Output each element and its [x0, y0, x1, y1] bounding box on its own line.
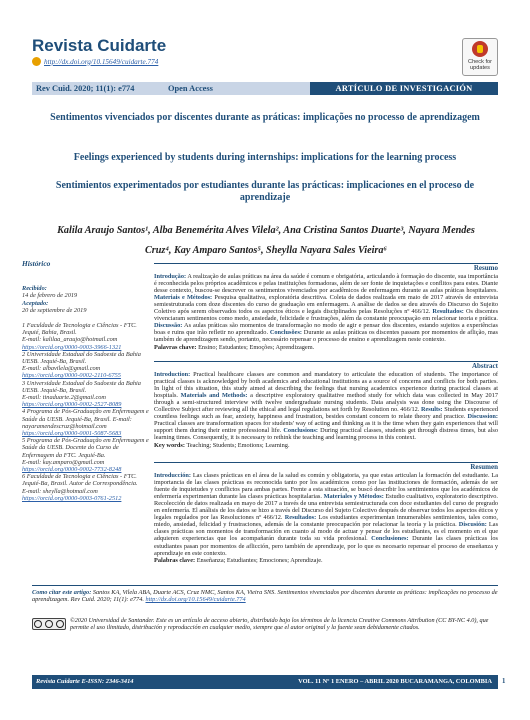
affiliation-text: 2 Universidade Estadual do Sudoeste da Bahia UESB. Jequié-Ba, Brasil.: [22, 350, 141, 366]
intro-label: Introdução:: [154, 273, 187, 281]
journal-citation: Rev Cuid. 2020; 11(1): e774: [36, 84, 135, 93]
discussion-label: Discussão:: [154, 322, 183, 330]
intro-text: Practical healthcare classes are common and mandatory to articulate the education of students. The importance of practical classes is acknowledged by both academics and educational institutions as a source of concerns and conflicts for both parties. In light of this situation, this study aimed at describing the feelings that nursing academics experience during practical classes at hospitals.: [154, 371, 498, 400]
article-type: ARTÍCULO DE INVESTIGACIÓN: [310, 82, 498, 95]
conclusion-label: Conclusions:: [283, 427, 319, 435]
doi-row: [32, 57, 158, 66]
keywords-text: Teaching; Students; Emotions; Learning.: [186, 441, 290, 449]
doi-link[interactable]: http://dx.doi.org/10.15649/cuidarte.774: [44, 57, 159, 66]
open-access-label: Open Access: [168, 84, 213, 93]
conclusion-label: Conclusiones:: [371, 535, 409, 543]
creative-commons-icon[interactable]: [32, 618, 66, 630]
results-text: Os discentes vivenciaram sentimentos como medo, ansiedade, felicidade e frustrações, além da constante preocupação em relacionar teoria e prática.: [154, 308, 499, 323]
keywords-label: Palabras clave:: [154, 556, 196, 564]
article-sidebar: [22, 260, 152, 502]
resumen-keywords: [154, 557, 498, 564]
resumen-heading: Resumen: [154, 462, 498, 471]
intro-text: Las clases prácticas en el área de la salud es común y obligatoria, ya que estas articulan la formación del estudiante. La importancia de las clases prácticas es reconocida tanto por los académicos como por las instituciones de formación, además de ser fuente de inquietudes y conflictos para ambas partes. Frente a esta situación, se buscó describir los sentimientos que los académicos de enfermería experimentan durante las clases prácticas hospitalarias.: [154, 472, 498, 501]
discussion-text: Practical classes are transformation spaces for students' way of acting and thinking as it is the time when they gain experiences that will support them during their entire professional life.: [154, 420, 498, 435]
keywords-label: Key words:: [154, 441, 185, 449]
methods-text: Estudio cualitativo, exploratorio descriptivo. Recolección de datos realizada en mayo de 2017 a través de una entrevista semiestructurada con doce estudiantes del curso de pregrado en enfermería. El análisis de los datos se hizo a través del Discurso del Sujeto Colectivo después de observar todos los aspectos éticos y legales regulados por las Resoluciones nº 466/12.: [154, 493, 499, 522]
journal-header: [32, 36, 498, 78]
page-footer: [32, 675, 498, 689]
affiliation-text: 1 Faculdade de Tecnologia e Ciências - FTC. Jequié, Bahia, Brasil.: [22, 322, 137, 337]
affiliation-orcid[interactable]: https://orcid.org/0000-0001-5087-5683: [22, 430, 122, 438]
history-heading: Histórico: [22, 259, 51, 268]
cite-as-label: Como citar este artigo:: [32, 589, 92, 596]
conclusion-text: Durante las clases prácticas los estudiantes pasan por momentos de aflicción, pero también de aprendizaje, por lo que es necesario repensar el proceso de enseñanza y aprendizaje en este contexto.: [154, 535, 499, 557]
license-notice: [32, 617, 498, 632]
check-for-updates-badge[interactable]: [462, 38, 498, 76]
intro-text: A realização de aulas práticas na área da saúde é comum e obrigatória, articulando à formação do discente, sua importância é reconhecida pelos próprios acadêmicos e pelas instituições formadoras, além de ser fonte de inquietações e conflitos para estes. Diante desse contexto, buscou-se descrever os sentimentos vivenciados por acadêmicos de enfermagem durante as aulas práticas hospitalares.: [154, 273, 498, 295]
affiliation-orcid[interactable]: https://orcid.org/0000-0002-7732-8248: [22, 466, 122, 474]
title-spanish: Sentimientos experimentados por estudiantes durante las prácticas: implicaciones en el proceso de aprendizaje: [55, 180, 475, 203]
title-portuguese: Sentimentos vivenciados por discentes durante as práticas: implicações no processo de aprendizagem: [50, 112, 480, 123]
affiliation-email: E-mail: sheylla@hotmail.com: [22, 487, 98, 495]
received-label: Recibido:: [22, 285, 47, 293]
resumen-block: [154, 462, 498, 564]
keywords-text: Enseñanza; Estudiantes; Emociones; Aprendizaje.: [196, 556, 323, 564]
journal-name: Revista Cuidarte: [32, 36, 167, 55]
resumo-keywords: [154, 344, 498, 351]
affiliation-text: 3 Universidade Estadual do Sudoeste da Bahia UESB. Jequié-Ba, Brasil.: [22, 379, 141, 394]
resumo-heading: Resumo: [154, 263, 498, 272]
affiliation-email: E-mail: kay.amparo@gmail.com: [22, 458, 105, 466]
methods-label: Materiais e Métodos:: [154, 294, 213, 302]
abstract-keywords: [154, 442, 498, 449]
methods-label: Materiales y Métodos:: [323, 493, 384, 501]
doi-icon: [32, 57, 41, 66]
affiliation-text: 6 Faculdade de Tecnologia e Ciências - FTC. Jequié-Ba, Brasil. Autor de Correspondência.: [22, 473, 138, 488]
citation-band: [32, 82, 498, 95]
keywords-label: Palavras chave:: [154, 343, 197, 351]
footer-volume: VOL. 11 Nº 1 ENERO – ABRIL 2020 BUCARAMANGA, COLOMBIA: [298, 678, 492, 685]
results-label: Resultados:: [284, 514, 317, 522]
discussion-text: As aulas práticas são momentos de transformação no modo de agir e pensar dos discentes, estando sujeitos a experiências boas e ruins que irão refletir no aprendizado.: [154, 322, 498, 337]
affiliation-orcid[interactable]: https://orcid.org/0000-0003-3966-1321: [22, 343, 122, 351]
resumo-block: [154, 263, 498, 351]
cite-as-text: Santos KA, Vilela ABA, Duarte ACS, Cruz NMC, Santos KA, Vieira SNS. Sentimentos vivenciados por discentes durante as práticas: implicações no processo de aprendizagem. Rev Cuid. 2020; 11(1): e774.: [32, 589, 498, 604]
discussion-text: Las clases prácticas son momentos de transformación en cuanto al modo de actuar y pensar de los estudiantes, es el momento en el que adquieren experiencias que los acompañarán durante toda su vida profesional.: [154, 521, 499, 543]
license-text: ©2020 Universidad de Santander. Este es un artículo de acceso abierto, distribuido bajo los términos de la licencia Creative Commons Attribution (CC BY-NC 4.0), que permite el uso ilimitado, distribución y reproducción en cualquier medio, siempre que el autor original y la fuente sean debidamente citados.: [70, 617, 489, 632]
author-list: Kalila Araujo Santos¹, Alba Benemérita Alves Vilela², Ana Cristina Santos Duarte³, Nayara Mendes Cruz⁴, Kay Amparo Santos⁵, Sheylla Nayara Sales Vieira⁶: [57, 225, 475, 256]
conclusion-text: Durante as aulas práticas os discentes passam por momentos de aflição, mas também de aprendizagem sendo, portanto, necessário repensar o processo de ensino e aprendizagem neste contexto.: [154, 329, 499, 344]
check-badge-label: Check for updates: [468, 59, 492, 71]
discussion-label: Discussion:: [467, 413, 498, 421]
methods-text: a descriptive exploratory qualitative method study for which data was collected in May 2017 through a semi-structured interview with twelve undergraduate nursing students. Data analysis was done using the Discourse of Collective Subject after reviewing all the ethical and legal regulations set forth by Resolution no. 466/12.: [154, 392, 498, 414]
title-english: Feelings experienced by students during internships: implications for the learning process: [73, 152, 457, 163]
conclusion-text: During practical classes, students get through distress times, but also learning times. Consequently, it is necessary to rethink the teaching and learning process in this context.: [154, 427, 499, 442]
affiliations: [22, 322, 152, 502]
conclusion-label: Conclusões:: [269, 329, 302, 337]
affiliation-text: 4 Programa de Pós-Graduação em Enfermagem e Saúde da UESB. Jequié-Ba, Brasil. E-mail: nayaramendescruz@hotmail.com: [22, 408, 149, 430]
affiliation-email: E-mail: kalilaa_araujo@hotmail.com: [22, 336, 118, 344]
resumen-body: [154, 472, 498, 557]
accepted-date: 20 de septiembre de 2019: [22, 306, 87, 314]
abstract-heading: Abstract: [154, 361, 498, 370]
methods-label: Materials and Methods:: [180, 392, 248, 400]
affiliation-orcid[interactable]: https://orcid.org/0000-0002-2110-6755: [22, 372, 121, 380]
abstract-body: [154, 371, 498, 441]
methods-text: Pesquisa qualitativa, exploratória descritiva. Coleta de dados realizada em maio de 2017 através de entrevista semiestruturada com doze discentes do curso de graduação em enfermagem. A análise de dados se deu através do Discurso do Sujeito Coletivo após serem observados todos os aspectos éticos e legais disciplinados pelas Resoluções nº 466/12.: [154, 294, 498, 316]
results-text: Los estudiantes experimentan innumerables sentimientos, tales como, miedo, ansiedad, felicidad y frustraciones, además de la constante preocupación por relacionar la teoría y la práctica.: [154, 514, 498, 529]
affiliation-email: E-mail: tinaduarte.2@gmail.com: [22, 394, 106, 402]
resumo-body: [154, 273, 498, 343]
received-date: 14 de febrero de 2019: [22, 292, 78, 300]
keywords-text: Ensino; Estudantes; Emoções; Aprendizagem.: [198, 343, 315, 351]
cite-as-doi-link[interactable]: http://dx.doi.org/10.15649/cuidarte.774: [145, 596, 246, 604]
intro-label: Introducción:: [154, 472, 191, 480]
abstract-block: [154, 361, 498, 449]
results-text: Students experienced countless feelings such as fear, anxiety, happiness and frustration, besides constant concern to relate theory and practice.: [154, 406, 498, 421]
footer-issn: Revista Cuidarte E-ISSN: 2346-3414: [36, 678, 134, 685]
bookmark-icon: [472, 41, 488, 57]
results-label: Results:: [420, 406, 443, 414]
affiliation-orcid[interactable]: https://orcid.org/0000-0003-0761-2512: [22, 494, 122, 502]
affiliation-email: E-mail: albavilela@gmail.com: [22, 365, 101, 373]
cite-as-box: [32, 585, 498, 604]
accepted-label: Aceptado:: [22, 299, 49, 307]
page-number: 1: [502, 678, 506, 685]
intro-label: Introduction:: [154, 371, 191, 379]
affiliation-text: 5 Programa de Pós-Graduação em Enfermagem e Saúde da UESB. Docente do Curso de Enfermagem da FTC. Jequié-Ba.: [22, 437, 149, 459]
discussion-label: Discusión:: [458, 521, 487, 529]
affiliation-orcid[interactable]: https://orcid.org/0000-0002-2527-8089: [22, 401, 122, 409]
results-label: Resultados:: [432, 308, 464, 316]
